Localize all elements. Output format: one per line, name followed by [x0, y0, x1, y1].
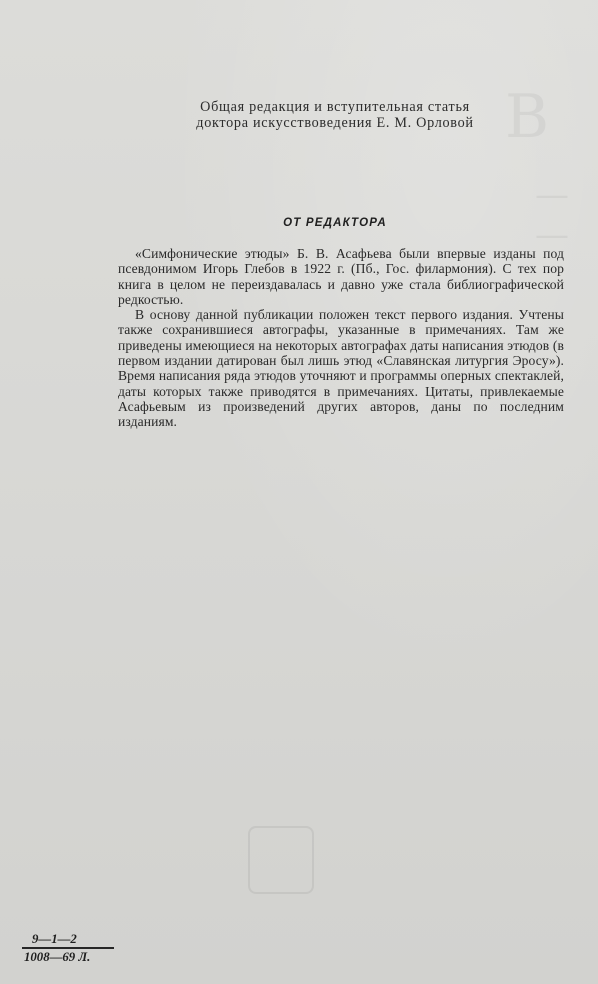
editorial-credit	[140, 99, 530, 131]
imprint-code-top: 9—1—2	[32, 932, 77, 946]
paragraph-1: «Симфонические этюды» Б. В. Асафьева были впервые изданы под псевдонимом Игорь Глебов в 1922 г. (Пб., Гос. филармония). С тех пор книга в целом не переиздавалась и давно уже стала библиографической редкостью.	[118, 246, 564, 307]
editorial-credit-line-2: доктора искусствоведения Е. М. Орловой	[196, 115, 474, 131]
bleed-through-title: — —	[535, 175, 573, 255]
bleed-through-emblem	[248, 826, 314, 894]
section-title: ОТ РЕДАКТОРА	[283, 217, 387, 229]
editor-note-body	[118, 246, 564, 430]
editorial-credit-line-1: Общая редакция и вступительная статья	[200, 99, 470, 115]
imprint-code	[22, 932, 117, 964]
paragraph-2: В основу данной публикации положен текст первого издания. Учтены также сохранившиеся автографы, указанные в примечаниях. Там же приведены имеющиеся на некоторых автографах даты написания этюдов (в первом издании датирован был лишь этюд «Славянская литургия Эросу»). Время написания ряда этюдов уточняют и программы оперных спектаклей, даты которых также приводятся в примечаниях. Цитаты, привлекаемые Асафьевым из произведений других авторов, даны по последним изданиям.	[118, 307, 564, 430]
imprint-code-bottom: 1008—69 Л.	[24, 949, 91, 964]
imprint-divider	[22, 947, 114, 949]
bleed-through-letter: В	[505, 82, 550, 152]
